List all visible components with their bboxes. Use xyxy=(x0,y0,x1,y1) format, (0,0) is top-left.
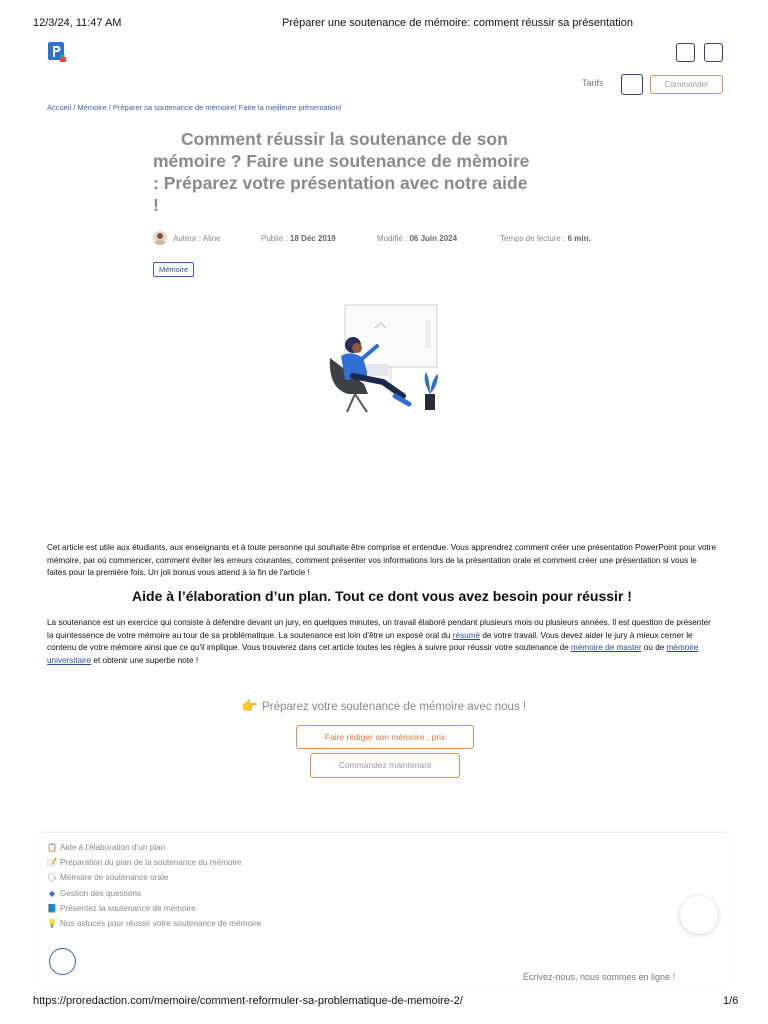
modified-date: 06 Juin 2024 xyxy=(409,234,458,243)
breadcrumb[interactable]: Accueil / Mémoire / Préparer sa soutenance de mémoire! Faire la meilleure présentation! xyxy=(47,103,342,112)
link-memoire-universitaire[interactable]: mémoire universitaire xyxy=(47,643,699,665)
toc-item[interactable]: 📘 Présentez la soutenance de mémoire xyxy=(47,904,196,913)
print-url: https://proredaction.com/memoire/comment-reformuler-sa-problematique-de-memoire-2/ xyxy=(33,995,463,1007)
order-now-button[interactable]: Commandez maintenant xyxy=(310,753,460,778)
order-button[interactable]: Commander xyxy=(650,75,723,94)
published-date: 18 Déc 2019 xyxy=(289,234,336,243)
pointing-hand-icon: 👉 xyxy=(241,698,259,713)
page-title: Comment réussir la soutenance de son mémoire ? Faire une soutenance de mèmoire : Préparez votre présentation avec notre aide ! xyxy=(153,129,530,215)
bulb-icon: 💡 xyxy=(47,919,57,928)
body-paragraph: La soutenance est un exercice qui consiste à défendre devant un jury, en quelques minutes, un travail élaboré pendant plusieurs mois ou plusieurs années. Il est question de présenter la quintessence de votre mémoire au tour de sa problématique. La soutenance est loin d'être un exposé oral du résumé de votre travail. Vous devez aider le jury à mieux cerner le contenu de votre mémoire ainsi que ce qu'il implique. Vous trouverez dans cet article toutes les règles à suivre pour réussir votre soutenance de mémoire de master ou de mémoire universitaire et obtenir une superbe note ! xyxy=(47,618,711,665)
clipboard-icon: 📋 xyxy=(47,843,57,852)
toc-item[interactable]: 📝 Préparation du plan de la soutenance du mémoire xyxy=(47,858,242,867)
logo-icon xyxy=(48,42,66,62)
toc-item[interactable]: 💡 Nos astuces pour réussir votre soutenance de mémoire xyxy=(47,919,262,928)
author-avatar xyxy=(153,231,167,245)
author-label: Auteur : Aline xyxy=(173,234,221,243)
link-resume[interactable]: résumé xyxy=(452,630,481,640)
print-doc-title: Préparer une soutenance de mémoire: comment réussir sa présentation xyxy=(282,17,633,29)
toc-item[interactable]: 🗣 Mémoire de soutenance orale xyxy=(47,873,169,882)
header-button-1[interactable] xyxy=(676,43,695,62)
chat-prompt-text[interactable]: Écrivez-nous, nous sommes en ligne ! xyxy=(523,972,676,982)
section-heading: Aide à l’élaboration d’un plan. Tout ce dont vous avez besoin pour réussir ! xyxy=(132,588,632,604)
cta-text: Préparez votre soutenance de mémoire avec nous ! xyxy=(262,701,527,713)
toc-item[interactable]: 📋 Aide à l’élaboration d’un plan xyxy=(47,843,166,852)
speaker-icon: 🗣 xyxy=(47,873,58,882)
account-button[interactable] xyxy=(621,74,643,95)
print-datetime: 12/3/24, 11:47 AM xyxy=(33,17,122,29)
modified-meta: Modifié : 06 Juin 2024 xyxy=(377,234,458,243)
cta-line xyxy=(0,698,768,714)
reading-time-meta: Temps de lecture : 6 min. xyxy=(500,234,591,243)
hero-illustration xyxy=(325,300,445,418)
published-meta: Publié : 18 Déc 2019 xyxy=(261,234,336,243)
intro-paragraph: Cet article est utile aux étudiants, aux enseignants et à toute personne qui souhaite être comprise et entendue. Vous apprendrez comment créer une présentation PowerPoint pour votre mémoire, par où commencer, comment éviter les erreurs courantes, comment présenter vos informations lors de la présentation orale et comment créer une présentation si vous le faites pour la première fois. Un joli bonus vous attend à la fin de l'article ! xyxy=(47,543,717,577)
site-logo[interactable] xyxy=(48,42,66,62)
chat-launcher-button[interactable] xyxy=(680,896,718,934)
header-button-2[interactable] xyxy=(704,43,723,62)
toc-item[interactable]: ◆ Gestion des questions xyxy=(48,889,142,898)
reading-time: 6 min. xyxy=(567,234,591,243)
order-price-button[interactable]: Faire rédiger son mémoire , prix xyxy=(296,725,474,749)
print-page-number: 1/6 xyxy=(723,995,739,1007)
scroll-up-button[interactable] xyxy=(49,948,76,975)
category-tag[interactable]: Mémoire xyxy=(153,262,194,277)
link-memoire-master[interactable]: mémoire de master xyxy=(571,643,642,652)
book-icon: 📘 xyxy=(47,904,57,913)
nav-tarifs-link[interactable]: Tarifs xyxy=(582,78,604,88)
diamond-icon: ◆ xyxy=(48,889,56,898)
memo-icon: 📝 xyxy=(47,858,57,867)
